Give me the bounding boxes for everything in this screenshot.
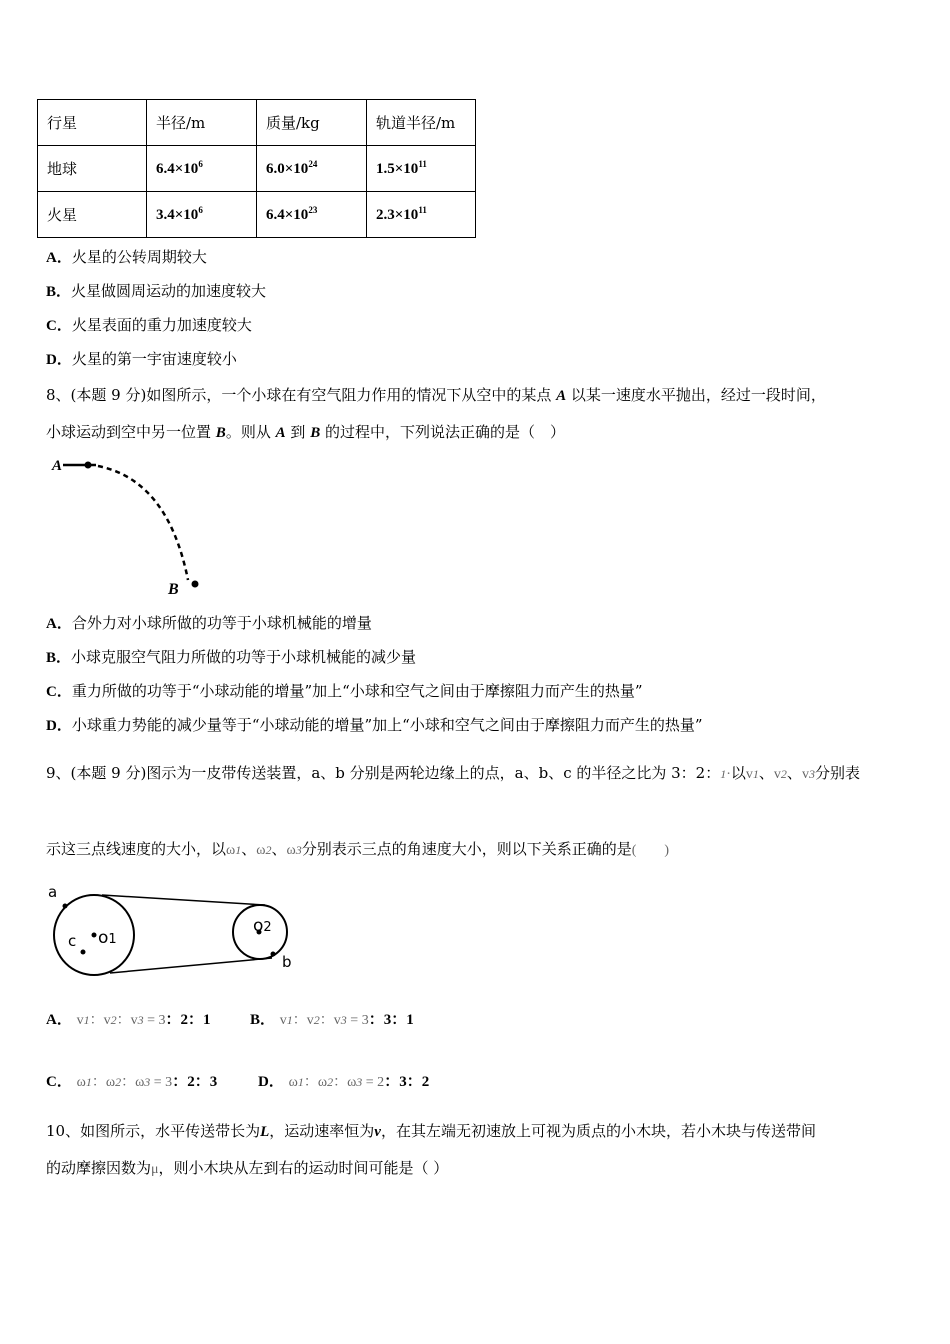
q8-stem-line2: 小球运动到空中另一位置 B。则从 A 到 B 的过程中，下列说法正确的是（ ） (46, 423, 566, 441)
q9-option-d[interactable]: D． ω1：ω2：ω3 = 2：3：2 (258, 1074, 430, 1090)
label-b: b (282, 953, 292, 971)
ball-end (192, 581, 199, 588)
q9-stem-line1: 9、(本题 9 分)图示为一皮带传送装置，a、b 分别是两轮边缘上的点，a、b、c 的半径之比为 3：2：1·以v1、v2、v3分别表 (46, 764, 860, 782)
q9-option-a[interactable]: A． v1：v2：v3 = 3：2：1 (46, 1012, 211, 1028)
q8-option-c[interactable]: C．重力所做的功等于“小球动能的增量”加上“小球和空气之间由于摩擦阻力而产生的热量” (46, 682, 643, 700)
table-header-row (38, 100, 476, 146)
q7-option-a[interactable]: A．火星的公转周期较大 (46, 248, 207, 266)
orbit-cell: $2.3\times 10^{11}$ (367, 192, 476, 238)
q8-option-b[interactable]: B．小球克服空气阻力所做的功等于小球机械能的减少量 (46, 648, 417, 666)
radius-cell: $6.4\times 10^6$ (147, 146, 257, 192)
q7-option-d[interactable]: D．火星的第一宇宙速度较小 (46, 350, 237, 368)
q7-option-b[interactable]: B．火星做圆周运动的加速度较大 (46, 282, 267, 300)
q10-stem-line1: 10、如图所示，水平传送带长为L，运动速率恒为v，在其左端无初速放上可视为质点的小木块，若小木块与传送带间 (46, 1122, 816, 1140)
q8-stem-line1: 8、(本题 9 分)如图所示，一个小球在有空气阻力作用的情况下从空中的某点 A 以某一速度水平抛出，经过一段时间， (46, 386, 826, 404)
trajectory-path (98, 466, 188, 580)
planet-table (37, 99, 476, 238)
q8-option-d[interactable]: D．小球重力势能的减少量等于“小球动能的增量”加上“小球和空气之间由于摩擦阻力而产生的热量” (46, 716, 703, 734)
belt-top (102, 895, 265, 905)
planet-name: 火星 (38, 192, 147, 238)
label-o1: o1 (98, 928, 117, 948)
belt-pulley-figure (40, 880, 300, 980)
table-row (38, 192, 476, 238)
header-mass: 质量/kg (257, 100, 367, 146)
label-o2: o2 (253, 916, 272, 936)
label-point-b: B (168, 581, 179, 598)
label-point-a: A (52, 458, 63, 474)
q9-option-c[interactable]: C． ω1：ω2：ω3 = 3：2：3 (46, 1074, 218, 1090)
table-row (38, 146, 476, 192)
q7-option-c[interactable]: C．火星表面的重力加速度较大 (46, 316, 252, 334)
header-orbit: 轨道半径/m (367, 100, 476, 146)
trajectory-figure (48, 452, 218, 602)
q9-option-b[interactable]: B． v1：v2：v3 = 3：3：1 (250, 1012, 414, 1028)
header-planet: 行星 (38, 100, 147, 146)
belt-bottom (110, 958, 272, 973)
mass-cell: $6.4\times 10^{23}$ (257, 192, 367, 238)
mass-cell: $6.0\times 10^{24}$ (257, 146, 367, 192)
header-radius: 半径/m (147, 100, 257, 146)
label-c: c (68, 932, 77, 950)
q8-option-a[interactable]: A．合外力对小球所做的功等于小球机械能的增量 (46, 614, 372, 632)
label-a: a (48, 883, 58, 901)
planet-name: 地球 (38, 146, 147, 192)
ball-start (85, 462, 92, 469)
q9-stem-line2: 示这三点线速度的大小，以ω1、ω2、ω3分别表示三点的角速度大小，则以下关系正确的是( ) (46, 840, 670, 858)
orbit-cell: $1.5\times 10^{11}$ (367, 146, 476, 192)
q10-stem-line2: 的动摩擦因数为μ，则小木块从左到右的运动时间可能是（ ） (46, 1159, 449, 1177)
radius-cell: $3.4\times 10^6$ (147, 192, 257, 238)
